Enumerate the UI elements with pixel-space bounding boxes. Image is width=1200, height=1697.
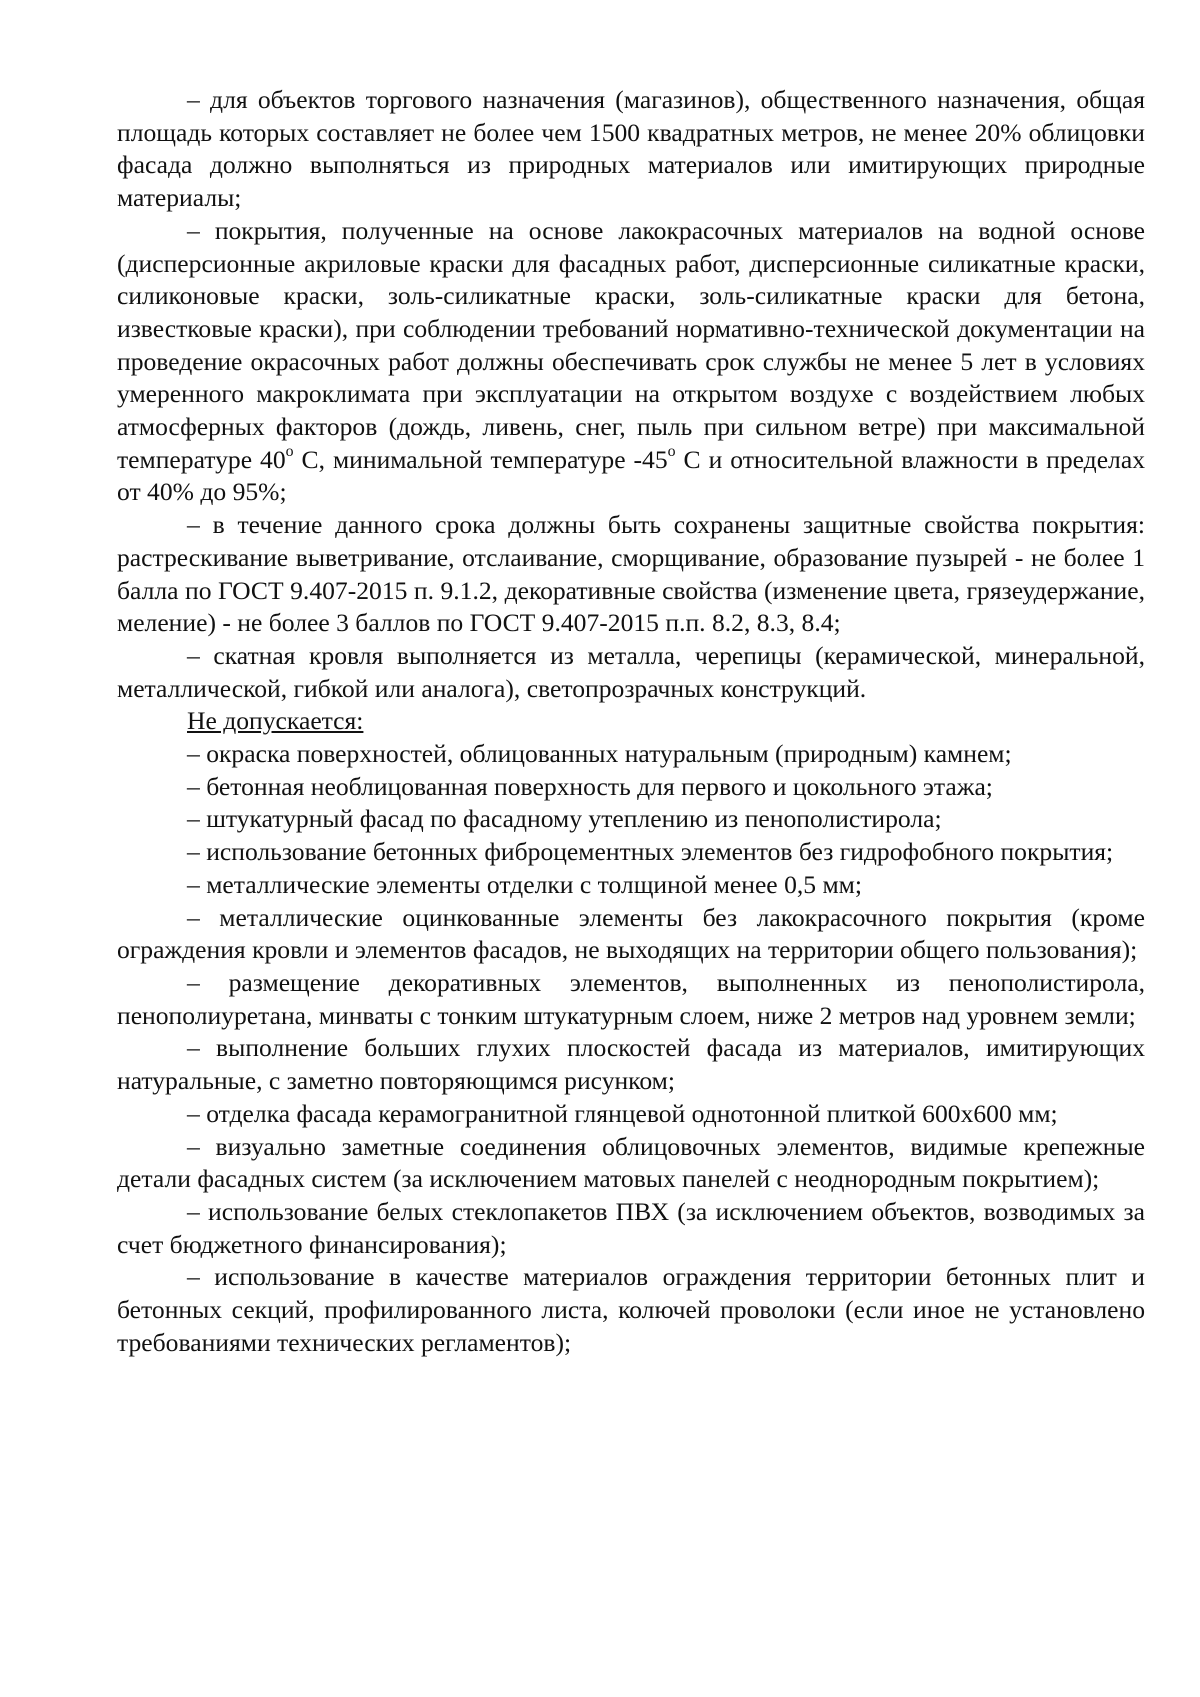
paragraph-plaster-facade: – штукатурный фасад по фасадному утеплению из пенополистирола; [187, 804, 942, 834]
paragraph-retail-objects: – для объектов торгового назначения (магазинов), общественного назначения, общая площадь которых составляет не более чем 1500 квадратных метров, не менее 20% облицовки фасада должно выполняться из природных материалов или имитирующих природные материалы; [117, 85, 1145, 213]
paragraph-concrete-surface: – бетонная необлицованная поверхность для первого и цокольного этажа; [187, 771, 993, 801]
section-heading-not-allowed [117, 705, 1145, 738]
paragraph-protective-properties: – в течение данного срока должны быть сохранены защитные свойства покрытия: растрескивание выветривание, отслаивание, сморщивание, образование пузырей - не более 1 балла по ГОСТ 9.407-2015 п. 9.1.2, декоративные свойства (изменение цвета, грязеудержание, меление) - не более 3 баллов по ГОСТ 9.407-2015 п.п. 8.2, 8.3, 8.4; [117, 510, 1145, 638]
paragraph-paint-coatings [117, 215, 1145, 509]
paragraph-stone-painting: – окраска поверхностей, облицованных натуральным (природным) камнем; [187, 739, 1012, 769]
paragraph-visible-joints: – визуально заметные соединения облицовочных элементов, видимые крепежные детали фасадных систем (за исключением матовых панелей с неоднородным покрытием); [117, 1131, 1145, 1194]
paint-coatings-text-part-2: С, минимальной температуре -45 [293, 444, 668, 474]
paragraph-fencing-materials: – использование в качестве материалов ограждения территории бетонных плит и бетонных секций, профилированного листа, колючей проволоки (если иное не установлено требованиями технических регламентов); [117, 1262, 1145, 1357]
paint-coatings-text-part-1: – покрытия, полученные на основе лакокрасочных материалов на водной основе (дисперсионные акриловые краски для фасадных работ, дисперсионные силикатные краски, силиконовые краски, золь-силикатные краски, золь-силикатные краски для бетона, известковые краски), при соблюдении требований нормативно-технической документации на проведение окрасочных работ должны обеспечивать срок службы не менее 5 лет в условиях умеренного макроклимата при эксплуатации на открытом воздухе с воздействием любых атмосферных факторов (дождь, ливень, снег, пыль при сильном ветре) при максимальной температуре 40 [117, 215, 1145, 474]
paragraph-fiber-cement: – использование бетонных фиброцементных элементов без гидрофобного покрытия; [187, 837, 1114, 867]
paragraph-porcelain-tiles: – отделка фасада керамогранитной глянцевой однотонной плиткой 600х600 мм; [187, 1098, 1058, 1128]
paint-coatings-text-part-3: С и относительной влажности в пределах от 40% до 95%; [117, 444, 1145, 507]
degree-sign-max: o [285, 442, 294, 460]
paragraph-pitched-roof: – скатная кровля выполняется из металла, черепицы (керамической, минеральной, металлической, гибкой или аналога), светопрозрачных конструкций. [117, 640, 1145, 703]
paragraph-decorative-elements: – размещение декоративных элементов, выполненных из пенополистирола, пенополиуретана, минваты с тонким штукатурным слоем, ниже 2 метров над уровнем земли; [117, 967, 1145, 1030]
paragraph-metal-thickness: – металлические элементы отделки с толщиной менее 0,5 мм; [187, 869, 862, 899]
document-page [117, 84, 1145, 1359]
paragraph-blank-planes: – выполнение больших глухих плоскостей фасада из материалов, имитирующих натуральные, с заметно повторяющимся рисунком; [117, 1033, 1145, 1096]
not-allowed-heading: Не допускается: [187, 706, 364, 736]
paragraph-galvanized-elements: – металлические оцинкованные элементы без лакокрасочного покрытия (кроме ограждения кровли и элементов фасадов, не выходящих на территории общего пользования); [117, 902, 1145, 965]
paragraph-white-pvc: – использование белых стеклопакетов ПВХ (за исключением объектов, возводимых за счет бюджетного финансирования); [117, 1196, 1145, 1259]
degree-sign-min: o [667, 442, 676, 460]
